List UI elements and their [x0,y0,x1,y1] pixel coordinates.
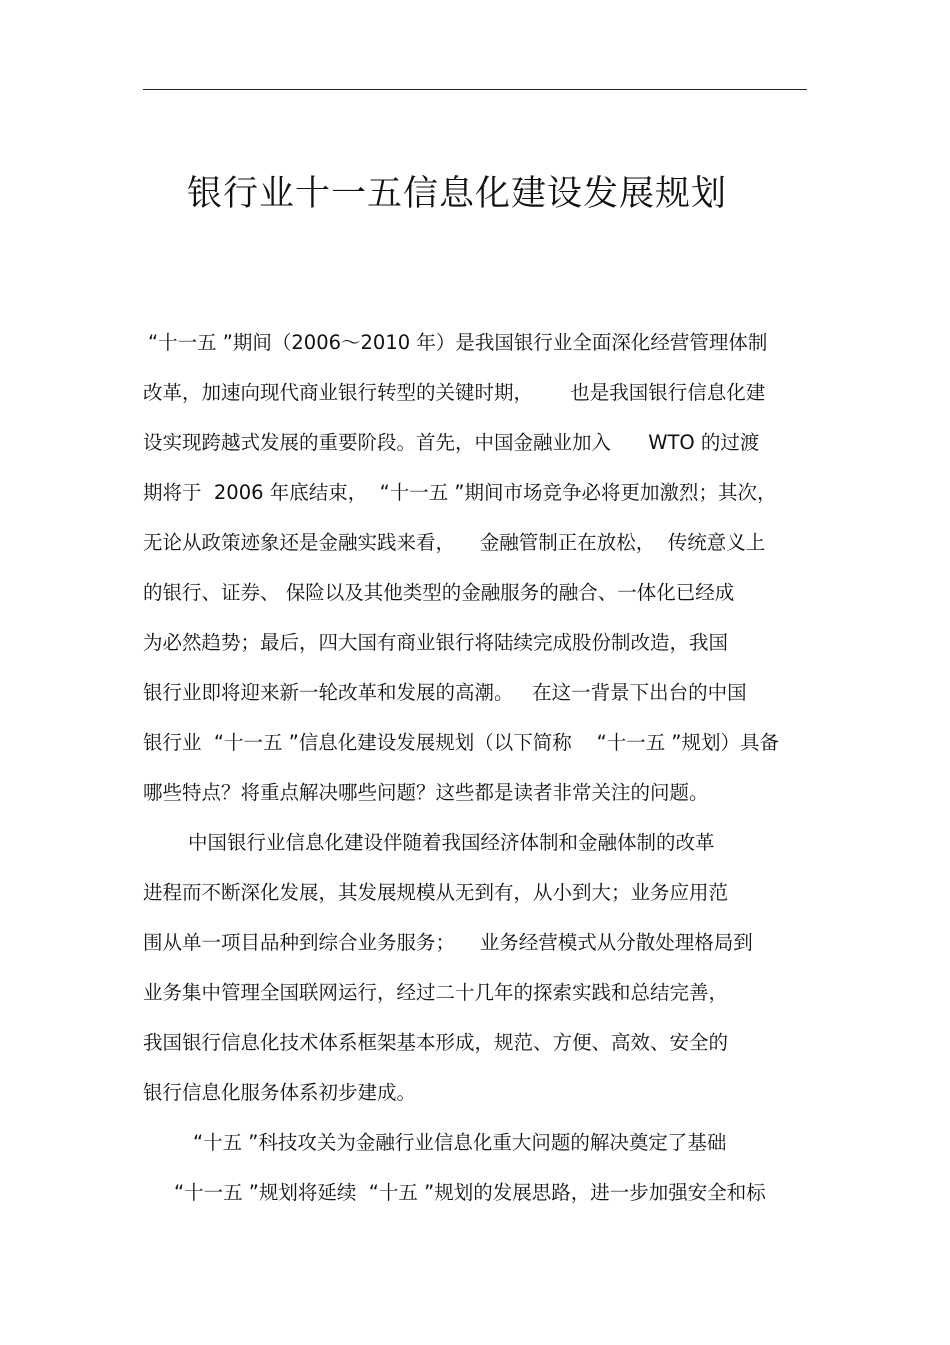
text-line: 业务集中管理全国联网运行，经过二十几年的探索实践和总结完善， [143,981,729,1004]
text-line: 银行业 “十一五 ”信息化建设发展规划（以下简称 “十一五 ”规划）具备 [143,731,779,754]
text-line: 进程而不断深化发展，其发展规模从无到有，从小到大；业务应用范 [143,881,729,904]
text-line: “十一五 ”期间（2006～2010 年）是我国银行业全面深化经营管理体制 [148,331,768,354]
text-line: 围从单一项目品种到综合业务服务； 业务经营模式从分散处理格局到 [143,931,753,954]
header-rule [143,89,807,90]
text-line: 中国银行业信息化建设伴随着我国经济体制和金融体制的改革 [188,831,715,854]
document-title: 银行业十一五信息化建设发展规划 [187,174,728,214]
text-line: 改革，加速向现代商业银行转型的关键时期， 也是我国银行信息化建 [143,381,766,404]
text-line: 银行信息化服务体系初步建成。 [143,1081,417,1104]
text-line: 哪些特点？将重点解决哪些问题？这些都是读者非常关注的问题。 [143,781,709,804]
text-line: 设实现跨越式发展的重要阶段。首先，中国金融业加入 WTO 的过渡 [143,431,760,454]
text-line: 的银行、证券、 保险以及其他类型的金融服务的融合、一体化已经成 [143,581,735,604]
text-line: 银行业即将迎来新一轮改革和发展的高潮。 在这一背景下出台的中国 [143,681,747,704]
text-line: 我国银行信息化技术体系框架基本形成，规范、方便、高效、安全的 [143,1031,729,1054]
text-line: “十五 ”科技攻关为金融行业信息化重大问题的解决奠定了基础 [193,1131,727,1154]
text-line: 期将于 2006 年底结束， “十一五 ”期间市场竞争必将更加激烈；其次， [143,481,777,504]
text-line: “十一五 ”规划将延续 “十五 ”规划的发展思路，进一步加强安全和标 [174,1181,766,1204]
text-line: 为必然趋势；最后，四大国有商业银行将陆续完成股份制改造，我国 [143,631,729,654]
text-line: 无论从政策迹象还是金融实践来看， 金融管制正在放松， 传统意义上 [143,531,766,554]
